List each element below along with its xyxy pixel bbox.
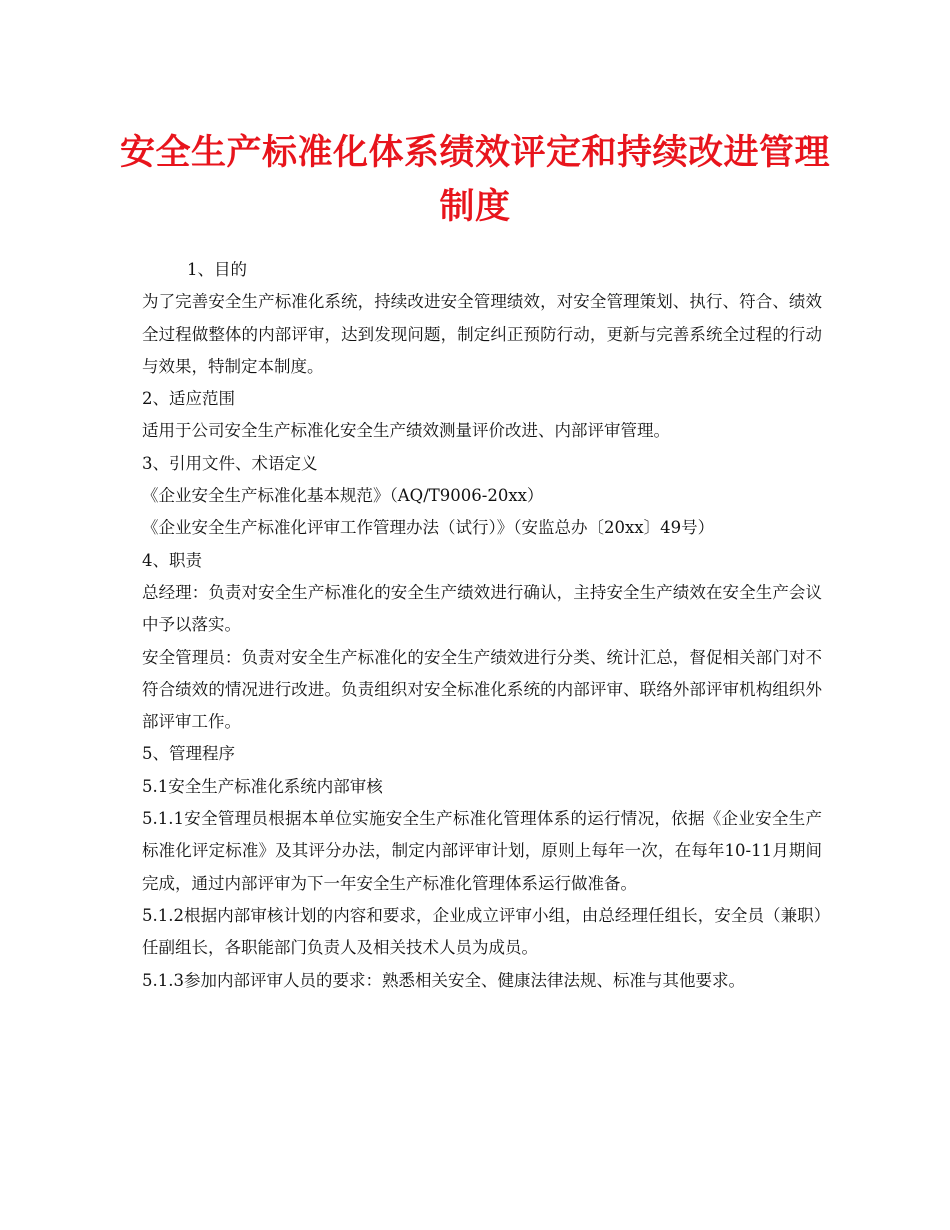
reference-item-2: 《企业安全生产标准化评审工作管理办法（试行）》（安监总办〔20xx〕49号） [142, 518, 715, 538]
section-heading-references: 3、引用文件、术语定义 [142, 453, 318, 473]
document-body [142, 254, 822, 997]
section-heading-scope: 2、适应范围 [142, 389, 235, 409]
paragraph-duty-safety-manager: 安全管理员：负责对安全生产标准化的安全生产绩效进行分类、统计汇总，督促相关部门对不符合绩效的情况进行改进。负责组织对安全标准化系统的内部评审、联络外部评审机构组织外部评审工作。 [142, 647, 822, 732]
section-heading-duties: 4、职责 [142, 550, 202, 570]
paragraph-purpose: 为了完善安全生产标准化系统，持续改进安全管理绩效，对安全管理策划、执行、符合、绩效全过程做整体的内部评审，达到发现问题，制定纠正预防行动，更新与完善系统全过程的行动与效果，特制定本制度。 [142, 292, 822, 376]
paragraph-scope: 适用于公司安全生产标准化安全生产绩效测量评价改进、内部评审管理。 [142, 421, 670, 441]
paragraph-5-1-2: 5.1.2根据内部审核计划的内容和要求，企业成立评审小组，由总经理任组长，安全员（兼职）任副组长，各职能部门负责人及相关技术人员为成员。 [142, 905, 822, 958]
section-heading-procedure: 5、管理程序 [142, 744, 235, 764]
paragraph-duty-general-manager: 总经理：负责对安全生产标准化的安全生产绩效进行确认，主持安全生产绩效在安全生产会议中予以落实。 [142, 582, 822, 635]
paragraph-5-1-3: 5.1.3参加内部评审人员的要求：熟悉相关安全、健康法律法规、标准与其他要求。 [142, 970, 745, 990]
reference-item-1: 《企业安全生产标准化基本规范》（AQ/T9006-20xx） [142, 486, 544, 506]
section-heading-purpose: 1、目的 [187, 260, 247, 279]
document-title: 安全生产标准化体系绩效评定和持续改进管理制度 [120, 132, 831, 227]
subsection-heading-5-1: 5.1安全生产标准化系统内部审核 [142, 776, 383, 796]
paragraph-5-1-1: 5.1.1安全管理员根据本单位实施安全生产标准化管理体系的运行情况，依据《企业安全生产标准化评定标准》及其评分办法，制定内部评审计划，原则上每年一次，在每年10-11月期间完成，通过内部评审为下一年安全生产标准化管理体系运行做准备。 [142, 809, 822, 893]
